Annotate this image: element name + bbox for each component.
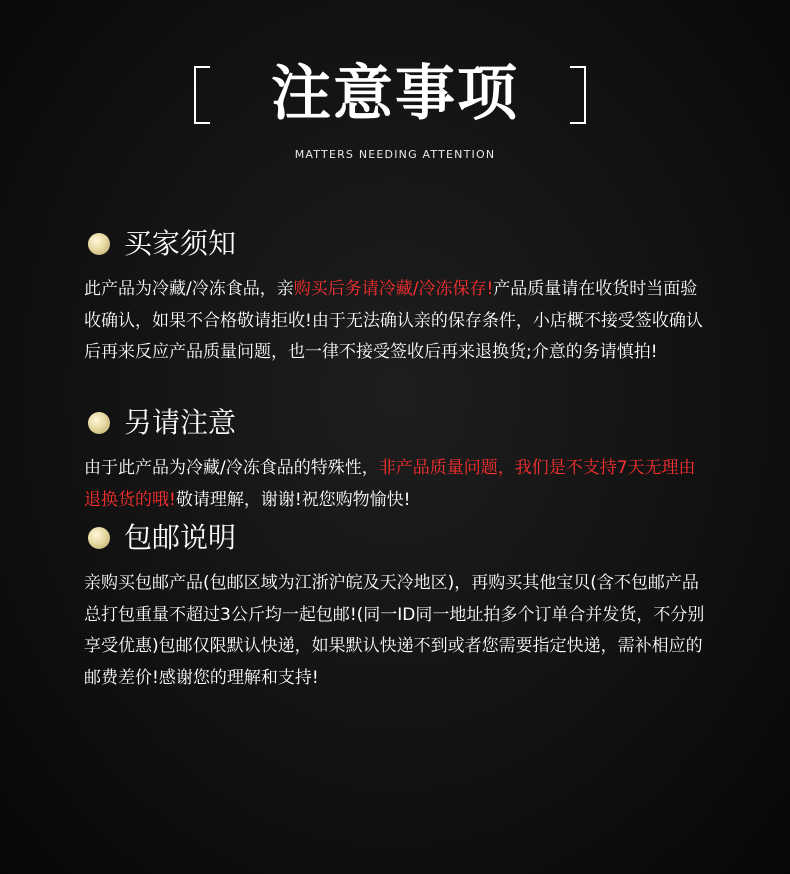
header [0, 0, 790, 170]
section-body-free-shipping [84, 568, 708, 694]
section-heading-text: 买家须知 [124, 227, 237, 260]
body-text: 敬请理解，谢谢!祝您购物愉快! [175, 489, 411, 510]
right-bracket-icon [570, 66, 586, 124]
body-text: 亲购买包邮产品(包邮区域为江浙沪皖及天冷地区)，再购买其他宝贝(含不包邮产品总打包重量不超过3公斤均一起包邮!(同一ID同一地址拍多个订单合并发货，不分别享受优惠)包邮仅限默认快递，如果默认快递不到或者您需要指定快递，需补相应的邮费差价!感谢您的理解和支持! [84, 573, 705, 688]
highlight-text: 购买后务请冷藏/冷冻保存! [293, 279, 494, 299]
highlight-text: 非产品质量问题，我们是不支持7天无理由退换货的哦! [84, 458, 696, 510]
body-text: 此产品为冷藏/冷冻食品，亲 [84, 279, 294, 299]
section-heading-text: 另请注意 [124, 406, 237, 439]
body-text: 产品质量请在收货时当面验收确认，如果不合格敬请拒收!由于无法确认亲的保存条件，小店概不接受签收确认后再来反应产品质量问题，也一律不接受签收后再来退换货;介意的务请慎拍! [84, 279, 703, 362]
section-body-buyer-notice [84, 274, 708, 369]
section-heading-free-shipping [88, 520, 236, 556]
section-heading-additional-notice [88, 405, 236, 441]
bullet-icon [88, 527, 110, 549]
bullet-icon [88, 412, 110, 434]
section-heading-text: 包邮说明 [124, 521, 237, 554]
section-body-additional-notice [84, 453, 708, 516]
page-subtitle: MATTERS NEEDING ATTENTION [294, 148, 496, 161]
page-title: 注意事项 [271, 59, 519, 129]
body-text: 由于此产品为冷藏/冷冻食品的特殊性， [84, 458, 379, 478]
bullet-icon [88, 233, 110, 255]
section-heading-buyer-notice [88, 226, 236, 262]
